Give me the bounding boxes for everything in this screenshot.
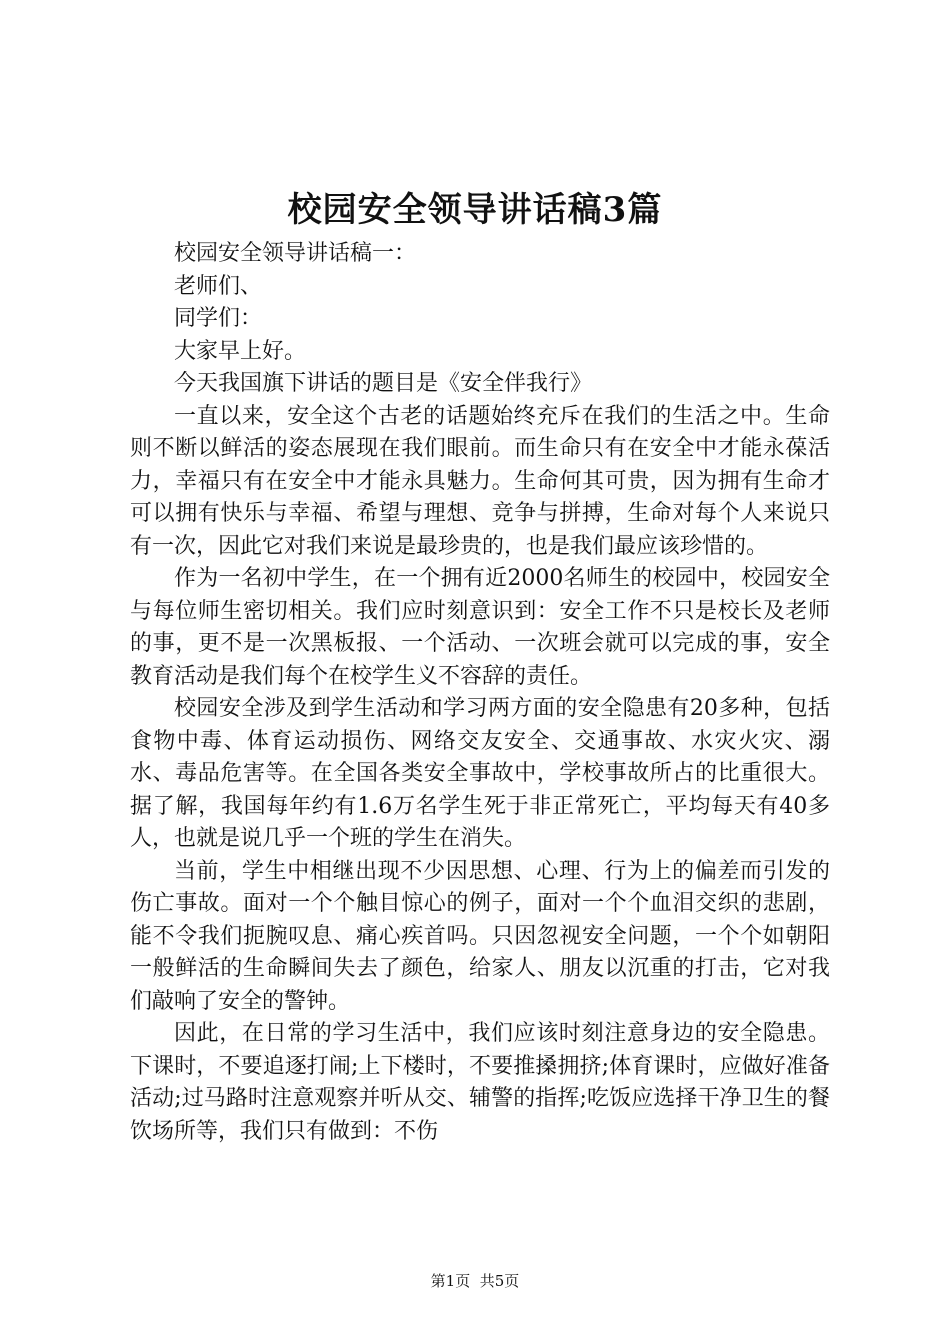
paragraph: 当前，学生中相继出现不少因思想、心理、行为上的偏差而引发的伤亡事故。面对一个个触目惊心的例子，面对一个个血泪交织的悲剧，能不令我们扼腕叹息、痛心疾首吗。只因忽视安全问题，一个个如朝阳一般鲜活的生命瞬间失去了颜色，给家人、朋友以沉重的打击，它对我们敲响了安全的警钟。 <box>130 858 830 1014</box>
paragraph: 校园安全领导讲话稿一： <box>174 241 417 266</box>
paragraph: 老师们、 <box>174 273 263 299</box>
paragraph: 校园安全涉及到学生活动和学习两方面的安全隐患有20多种，包括食物中毒、体育运动损伤、网络交友安全、交通事故、水灾火灾、溺水、毒品危害等。在全国各类安全事故中，学校事故所占的比重很大。据了解，我国每年约有1.6万名学生死于非正常死亡，平均每天有40多人，也就是说几乎一个班的学生在消失。 <box>130 696 830 851</box>
paragraph: 因此，在日常的学习生活中，我们应该时刻注意身边的安全隐患。下课时，不要追逐打闹;上下楼时，不要推搡拥挤;体育课时，应做好准备活动;过马路时注意观察并听从交、辅警的指挥;吃饭应选择干净卫生的餐饮场所等，我们只有做到：不伤 <box>130 1021 830 1144</box>
paragraph: 同学们： <box>174 306 263 331</box>
paragraph: 一直以来，安全这个古老的话题始终充斥在我们的生活之中。生命则不断以鲜活的姿态展现在我们眼前。而生命只有在安全中才能永葆活力，幸福只有在安全中才能永具魅力。生命何其可贵，因为拥有生命才可以拥有快乐与幸福、希望与理想、竞争与拼搏，生命对每个人来说只有一次，因此它对我们来说是最珍贵的，也是我们最应该珍惜的。 <box>130 403 830 559</box>
page-number: 第1页 <box>430 1272 471 1290</box>
page-total: 共5页 <box>479 1272 520 1290</box>
page-footer <box>0 1271 950 1291</box>
document-body <box>130 238 830 1148</box>
paragraph: 今天我国旗下讲话的题目是《安全伴我行》 <box>174 371 593 396</box>
footer-spacer <box>470 1272 480 1290</box>
paragraph: 作为一名初中学生，在一个拥有近2000名师生的校园中，校园安全与每位师生密切相关。我们应时刻意识到：安全工作不只是校长及老师的事，更不是一次黑板报、一个活动、一次班会就可以完成的事，安全教育活动是我们每个在校学生义不容辞的责任。 <box>130 566 830 689</box>
paragraph: 大家早上好。 <box>174 338 307 364</box>
document-title: 校园安全领导讲话稿3篇 <box>287 190 663 230</box>
